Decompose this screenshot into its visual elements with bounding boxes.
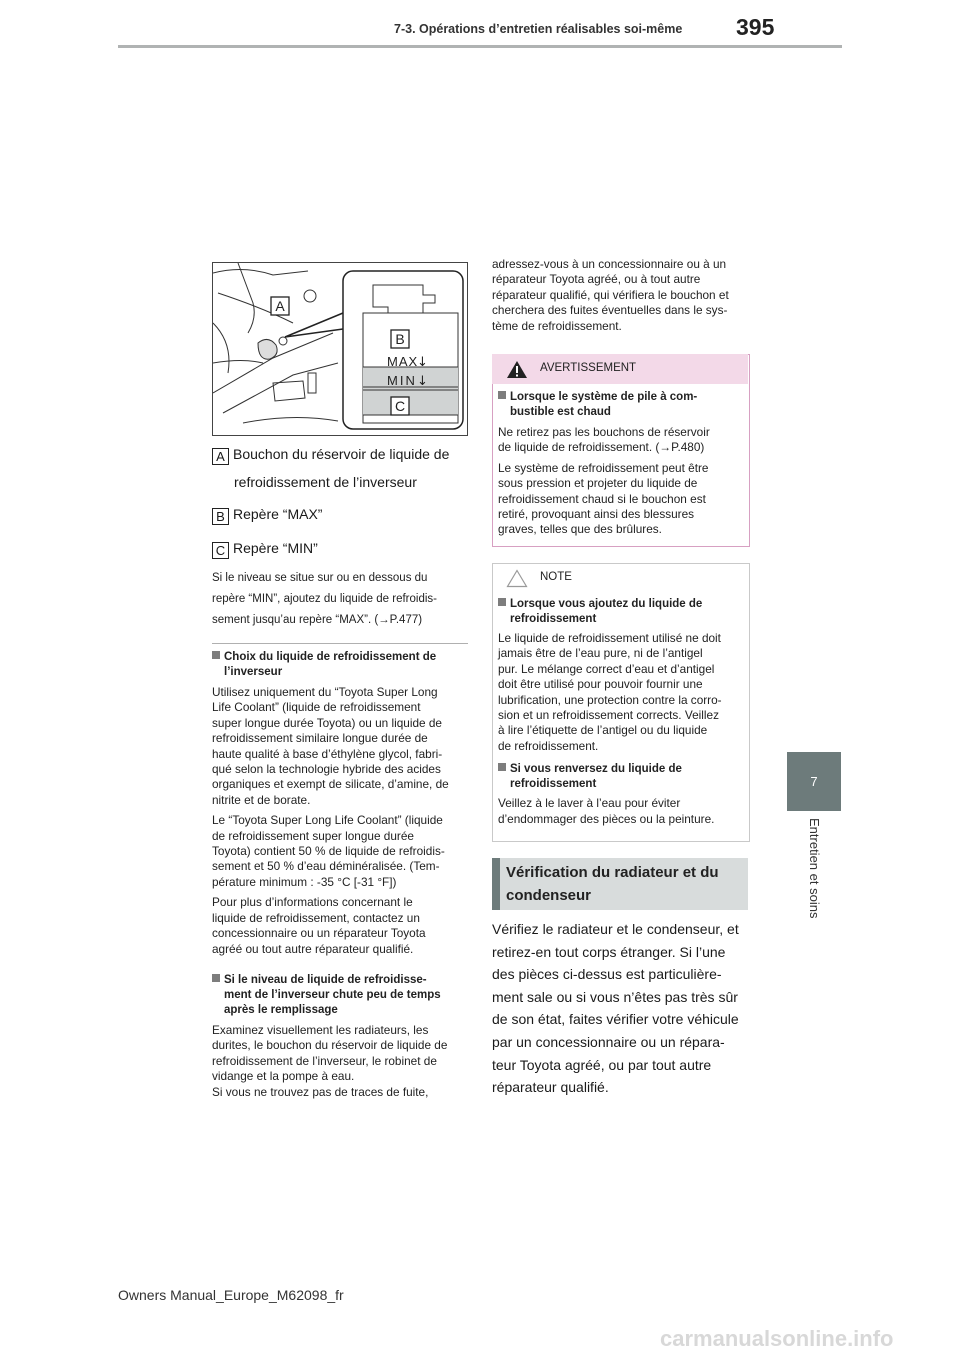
- footer-manual-name: Owners Manual_Europe_M62098_fr: [118, 1287, 344, 1303]
- legend-item-a: [212, 446, 449, 465]
- right-intro-paragraph: adressez-vous à un concessionnaire ou à un réparateur Toyota agréé, ou à tout autre réparateur qualifié, qui vérifiera le bouchon et cherchera des fuites éventuelles dans le sys- tème de refroidissement.: [492, 257, 729, 333]
- warning-triangle-icon: [506, 360, 528, 379]
- note-title: NOTE: [540, 571, 572, 583]
- legend-text-b: Repère “MAX”: [233, 506, 323, 522]
- note-content: [498, 597, 744, 827]
- bullet-square-icon: [498, 391, 506, 399]
- bullet-square-icon: [498, 598, 506, 606]
- caution-triangle-icon: [506, 569, 528, 588]
- header-rule: [118, 45, 842, 48]
- note-heading-1: Lorsque vous ajoutez du liquide de refroidissement: [498, 597, 744, 627]
- section-divider: [212, 643, 468, 644]
- section-title: 7-3. Opérations d’entretien réalisables soi-même: [394, 22, 683, 36]
- legend-text-a-cont: refroidissement de l’inverseur: [234, 474, 417, 490]
- coolant-choice-section: [212, 650, 472, 957]
- callout-a: A: [275, 298, 285, 314]
- legend-text-a: Bouchon du réservoir de liquide de: [233, 446, 450, 462]
- chapter-label: Entretien et soins: [807, 818, 822, 919]
- level-drop-paragraph: Examinez visuellement les radiateurs, les durites, le bouchon du réservoir de liquide de refroidissement de l’inverseur, le robinet de vidange et la pompe à eau. Si vous ne trouvez pas de traces de fuite,: [212, 1023, 448, 1099]
- callout-c: C: [394, 398, 406, 414]
- warning-title: AVERTISSEMENT: [540, 362, 637, 374]
- warning-content: [498, 390, 744, 538]
- warning-paragraph-1: Ne retirez pas les bouchons de réservoir de liquide de refroidissement. (→P.480): [498, 425, 710, 455]
- callout-b: B: [395, 331, 405, 347]
- level-drop-section: [212, 973, 472, 1100]
- legend-item-c: [212, 540, 318, 559]
- max-mark: MAX: [387, 354, 419, 369]
- coolant-choice-paragraph-3: Pour plus d’informations concernant le liquide de refroidissement, contactez un concessionnaire ou un réparateur Toyota agréé ou tout autre réparateur qualifié.: [212, 895, 426, 956]
- legend-key-b: B: [212, 508, 229, 525]
- legend-key-a: A: [212, 448, 229, 465]
- min-arrow: ↓: [417, 374, 428, 389]
- bullet-square-icon: [212, 974, 220, 982]
- level-drop-heading: Si le niveau de liquide de refroidisse- ment de l’inverseur chute peu de temps après le remplissage: [212, 973, 472, 1018]
- legend-key-c: C: [212, 542, 229, 559]
- min-mark: MIN: [387, 373, 417, 388]
- warning-header: [492, 354, 748, 384]
- bullet-square-icon: [212, 651, 220, 659]
- coolant-reservoir-illustration: [212, 262, 468, 436]
- legend-item-b: [212, 506, 322, 525]
- page-number: 395: [736, 14, 775, 40]
- warning-heading: Lorsque le système de pile à com- bustible est chaud: [498, 390, 744, 420]
- coolant-choice-heading: Choix du liquide de refroidissement de l’inverseur: [212, 650, 472, 680]
- coolant-choice-paragraph-2: Le “Toyota Super Long Life Coolant” (liquide de refroidissement super longue durée Toyota) contient 50 % de liquide de refroidis- sement et 50 % d’eau déminéralisée. (Tem- pérature minimum : -35 °C [-31 °F]): [212, 813, 445, 889]
- engine-bay-drawing: [213, 263, 467, 435]
- intro-paragraph: Si le niveau se situe sur ou en dessous du repère “MIN”, ajoutez du liquide de refroidis- sement jusqu’au repère “MAX”. (→P.477): [212, 572, 437, 626]
- warning-paragraph-2: Le système de refroidissement peut être sous pression et projeter du liquide de refroidissement chaud si le bouchon est retiré, provoquant ainsi des blessures graves, telles que des brûlures.: [498, 460, 709, 537]
- note-heading-2: Si vous renversez du liquide de refroidissement: [498, 762, 744, 792]
- verification-title: Vérification du radiateur et du condenseur: [506, 864, 719, 904]
- coolant-choice-paragraph-1: Utilisez uniquement du “Toyota Super Long Life Coolant” (liquide de refroidissement super longue durée Toyota) ou un liquide de refroidissement similaire longue durée de haute qualité à base d’éthylène glycol, fabri- qué selon la technologie hybride des acides organiques et exempt de silicate, d’amine, de nitrite et de borate.: [212, 685, 449, 807]
- chapter-tab: 7: [787, 752, 841, 811]
- watermark: carmanualsonline.info: [660, 1326, 894, 1351]
- note-paragraph-2: Veillez à le laver à l’eau pour éviter d’endommager des pièces ou la peinture.: [498, 796, 715, 826]
- note-paragraph-1: Le liquide de refroidissement utilisé ne doit jamais être de l’eau pure, ni de l’antigel pur. Le mélange correct d’eau et d’antigel doit être utilisé pour pouvoir fournir une lubrification, une protection contre la corro- sion et un refroidissement corrects. Veillez à lire l’étiquette de l’antigel ou du liquide de refroidissement.: [498, 631, 722, 753]
- verification-paragraph: Vérifiez le radiateur et le condenseur, et retirez-en tout corps étranger. Si l’une des pièces ci-dessus est particulière- ment sale ou si vous n’êtes pas très sûr de son état, faites vérifier votre véhicule par un concessionnaire ou un répara- teur Toyota agréé, ou par tout autre réparateur qualifié.: [492, 921, 739, 1096]
- note-header: [492, 563, 748, 593]
- max-arrow: ↓: [417, 355, 428, 370]
- verification-heading-bar: [492, 858, 500, 910]
- legend-text-c: Repère “MIN”: [233, 540, 318, 556]
- bullet-square-icon: [498, 763, 506, 771]
